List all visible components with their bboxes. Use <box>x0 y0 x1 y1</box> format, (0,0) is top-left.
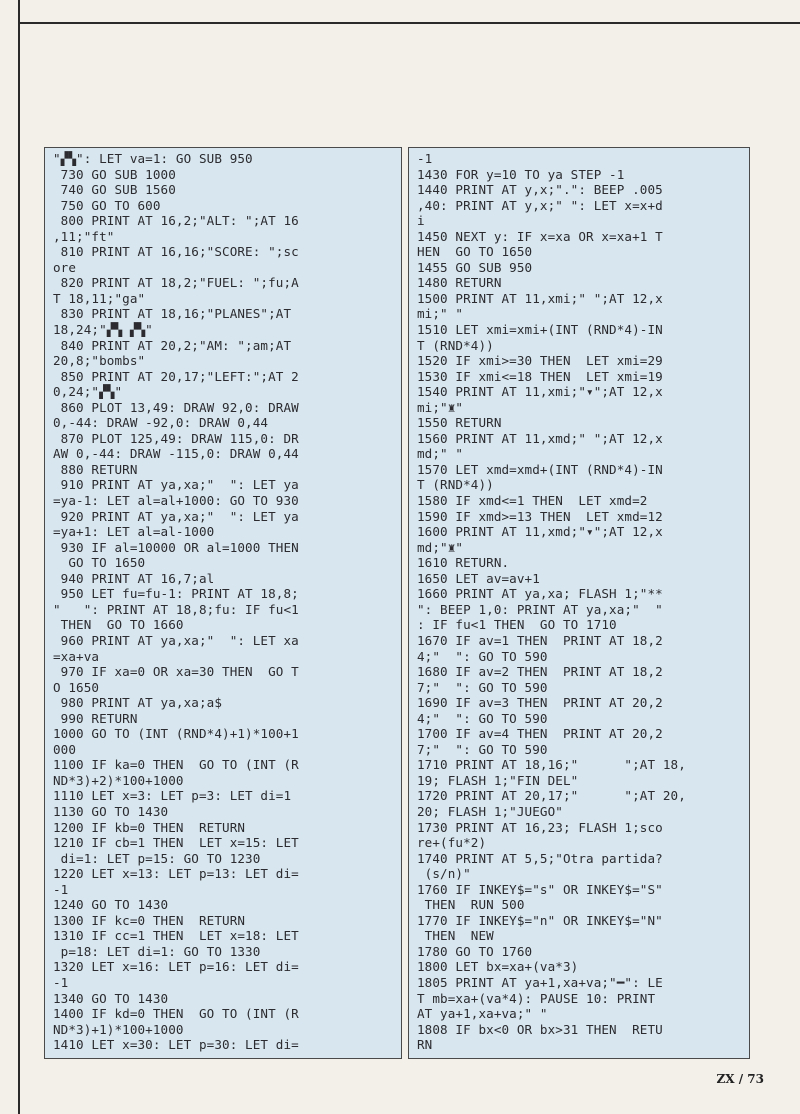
code-line: md;"♜" <box>417 539 464 555</box>
code-line: 920 PRINT AT ya,xa;" ": LET ya <box>53 508 299 524</box>
code-line: 0,24;"▞▚" <box>53 384 123 400</box>
code-line: 1540 PRINT AT 11,xmi;"▾";AT 12,x <box>417 384 663 400</box>
code-line: 1455 GO SUB 950 <box>417 259 533 275</box>
code-line: 730 GO SUB 1000 <box>53 166 176 182</box>
code-line: 940 PRINT AT 16,7;al <box>53 570 215 586</box>
code-line: 1600 PRINT AT 11,xmd;"▾";AT 12,x <box>417 524 663 540</box>
code-line: 1680 IF av=2 THEN PRINT AT 18,2 <box>417 664 663 680</box>
code-line: 880 RETURN <box>53 461 138 477</box>
code-line: 810 PRINT AT 16,16;"SCORE: ";sc <box>53 244 299 260</box>
code-line: 1770 IF INKEY$="n" OR INKEY$="N" <box>417 912 663 928</box>
code-line: 1220 LET x=13: LET p=13: LET di= <box>53 866 299 882</box>
code-line: T 18,11;"ga" <box>53 290 146 306</box>
code-line: 970 IF xa=0 OR xa=30 THEN GO T <box>53 664 299 680</box>
code-line: 1000 GO TO (INT (RND*4)+1)*100+1 <box>53 726 299 742</box>
code-line: 1730 PRINT AT 16,23; FLASH 1;sco <box>417 819 663 835</box>
code-line: -1 <box>53 974 69 990</box>
code-line: THEN RUN 500 <box>417 897 525 913</box>
code-line: 20; FLASH 1;"JUEGO" <box>417 803 563 819</box>
code-line: 4;" ": GO TO 590 <box>417 710 548 726</box>
code-line: THEN NEW <box>417 928 494 944</box>
code-line: =ya-1: LET al=al+1000: GO TO 930 <box>53 493 299 509</box>
code-line: md;" " <box>417 446 464 462</box>
code-line: 1560 PRINT AT 11,xmd;" ";AT 12,x <box>417 430 663 446</box>
code-line: ,11;"ft" <box>53 228 115 244</box>
code-line: ND*3)+1)*100+1000 <box>53 1021 184 1037</box>
code-line: 1320 LET x=16: LET p=16: LET di= <box>53 959 299 975</box>
code-line: 1510 LET xmi=xmi+(INT (RND*4)-IN <box>417 322 663 338</box>
code-line: 1100 IF ka=0 THEN GO TO (INT (R <box>53 757 299 773</box>
code-line: 1110 LET x=3: LET p=3: LET di=1 <box>53 788 292 804</box>
code-line: HEN GO TO 1650 <box>417 244 533 260</box>
code-line: ": BEEP 1,0: PRINT AT ya,xa;" " <box>417 601 663 617</box>
code-line: 1710 PRINT AT 18,16;" ";AT 18, <box>417 757 686 773</box>
code-line: -1 <box>417 151 433 166</box>
code-line: 1670 IF av=1 THEN PRINT AT 18,2 <box>417 632 663 648</box>
code-line: 1570 LET xmd=xmd+(INT (RND*4)-IN <box>417 461 663 477</box>
code-line: 1240 GO TO 1430 <box>53 897 169 913</box>
code-line: 1590 IF xmd>=13 THEN LET xmd=12 <box>417 508 663 524</box>
code-line: 1550 RETURN <box>417 415 502 431</box>
code-line: 820 PRINT AT 18,2;"FUEL: ";fu;A <box>53 275 299 291</box>
code-line: AW 0,-44: DRAW -115,0: DRAW 0,44 <box>53 446 299 462</box>
code-line: mi;" " <box>417 306 464 322</box>
code-line: T (RND*4)) <box>417 337 494 353</box>
code-line: 20,8;"bombs" <box>53 353 146 369</box>
page-top-rule <box>18 22 800 24</box>
code-line: "▞▚": LET va=1: GO SUB 950 <box>53 151 253 166</box>
code-line: di=1: LET p=15: GO TO 1230 <box>53 850 261 866</box>
code-line: 980 PRINT AT ya,xa;a$ <box>53 695 223 711</box>
code-line: 830 PRINT AT 18,16;"PLANES";AT <box>53 306 292 322</box>
code-line: 1210 IF cb=1 THEN LET x=15: LET <box>53 835 299 851</box>
page-number: ZX / 73 <box>716 1072 764 1086</box>
code-line: 1760 IF INKEY$="s" OR INKEY$="S" <box>417 881 663 897</box>
code-line: 1610 RETURN. <box>417 555 510 571</box>
code-line: AT ya+1,xa+va;" " <box>417 1006 548 1022</box>
basic-listing-left <box>45 148 401 1053</box>
code-line: (s/n)" <box>417 866 471 882</box>
code-line: 1690 IF av=3 THEN PRINT AT 20,2 <box>417 695 663 711</box>
code-line: 1650 LET av=av+1 <box>417 570 540 586</box>
code-line: 1660 PRINT AT ya,xa; FLASH 1;"** <box>417 586 663 602</box>
code-line: 1200 IF kb=0 THEN RETURN <box>53 819 246 835</box>
code-line: i <box>417 213 425 229</box>
code-line: : IF fu<1 THEN GO TO 1710 <box>417 617 617 633</box>
code-line: 1740 PRINT AT 5,5;"Otra partida? <box>417 850 663 866</box>
code-line: 1700 IF av=4 THEN PRINT AT 20,2 <box>417 726 663 742</box>
code-line: 960 PRINT AT ya,xa;" ": LET xa <box>53 632 299 648</box>
code-line: ,40: PRINT AT y,x;" ": LET x=x+d <box>417 197 663 213</box>
code-line: 1400 IF kd=0 THEN GO TO (INT (R <box>53 1006 299 1022</box>
code-line: 930 IF al=10000 OR al=1000 THEN <box>53 539 299 555</box>
code-line: 7;" ": GO TO 590 <box>417 741 548 757</box>
code-line: T (RND*4)) <box>417 477 494 493</box>
code-line: re+(fu*2) <box>417 835 487 851</box>
code-line: 950 LET fu=fu-1: PRINT AT 18,8; <box>53 586 299 602</box>
code-line: 750 GO TO 600 <box>53 197 161 213</box>
code-line: 910 PRINT AT ya,xa;" ": LET ya <box>53 477 299 493</box>
listing-column-left <box>44 147 402 1059</box>
code-line: T mb=xa+(va*4): PAUSE 10: PRINT <box>417 990 656 1006</box>
code-line: RN <box>417 1037 433 1053</box>
code-line: 18,24;"▞▚ ▞▚" <box>53 322 153 338</box>
code-line: 1520 IF xmi>=30 THEN LET xmi=29 <box>417 353 663 369</box>
code-line: 1340 GO TO 1430 <box>53 990 169 1006</box>
page-left-rule <box>18 0 20 1114</box>
code-line: 19; FLASH 1;"FIN DEL" <box>417 772 579 788</box>
code-line: 1310 IF cc=1 THEN LET x=18: LET <box>53 928 299 944</box>
code-line: ND*3)+2)*100+1000 <box>53 772 184 788</box>
code-line: 1480 RETURN <box>417 275 502 291</box>
code-line: " ": PRINT AT 18,8;fu: IF fu<1 <box>53 601 299 617</box>
basic-listing-right <box>409 148 749 1053</box>
code-line: 1450 NEXT y: IF x=xa OR x=xa+1 T <box>417 228 663 244</box>
code-line: 800 PRINT AT 16,2;"ALT: ";AT 16 <box>53 213 299 229</box>
code-line: 1130 GO TO 1430 <box>53 803 169 819</box>
code-line: THEN GO TO 1660 <box>53 617 184 633</box>
code-line: 740 GO SUB 1560 <box>53 182 176 198</box>
code-line: -1 <box>53 881 69 897</box>
code-line: 1805 PRINT AT ya+1,xa+va;"━": LE <box>417 974 663 990</box>
code-line: 1300 IF kc=0 THEN RETURN <box>53 912 246 928</box>
code-line: 1430 FOR y=10 TO ya STEP -1 <box>417 166 625 182</box>
code-line: GO TO 1650 <box>53 555 146 571</box>
code-line: 4;" ": GO TO 590 <box>417 648 548 664</box>
code-line: 990 RETURN <box>53 710 138 726</box>
code-line: O 1650 <box>53 679 100 695</box>
code-line: mi;"♜" <box>417 399 464 415</box>
code-line: 1808 IF bx<0 OR bx>31 THEN RETU <box>417 1021 663 1037</box>
listing-column-right <box>408 147 750 1059</box>
code-line: ore <box>53 259 77 275</box>
code-line: 1530 IF xmi<=18 THEN LET xmi=19 <box>417 368 663 384</box>
code-line: =xa+va <box>53 648 100 664</box>
code-line: 000 <box>53 741 77 757</box>
code-line: 1410 LET x=30: LET p=30: LET di= <box>53 1037 299 1053</box>
code-line: p=18: LET di=1: GO TO 1330 <box>53 943 261 959</box>
code-line: 1440 PRINT AT y,x;".": BEEP .005 <box>417 182 663 198</box>
code-line: 860 PLOT 13,49: DRAW 92,0: DRAW <box>53 399 299 415</box>
code-line: 1720 PRINT AT 20,17;" ";AT 20, <box>417 788 686 804</box>
code-line: 1800 LET bx=xa+(va*3) <box>417 959 579 975</box>
code-line: 840 PRINT AT 20,2;"AM: ";am;AT <box>53 337 292 353</box>
code-line: 7;" ": GO TO 590 <box>417 679 548 695</box>
code-line: 0,-44: DRAW -92,0: DRAW 0,44 <box>53 415 269 431</box>
code-line: =ya+1: LET al=al-1000 <box>53 524 215 540</box>
code-line: 850 PRINT AT 20,17;"LEFT:";AT 2 <box>53 368 299 384</box>
code-line: 1780 GO TO 1760 <box>417 943 533 959</box>
code-line: 870 PLOT 125,49: DRAW 115,0: DR <box>53 430 299 446</box>
code-line: 1580 IF xmd<=1 THEN LET xmd=2 <box>417 493 648 509</box>
code-line: 1500 PRINT AT 11,xmi;" ";AT 12,x <box>417 290 663 306</box>
